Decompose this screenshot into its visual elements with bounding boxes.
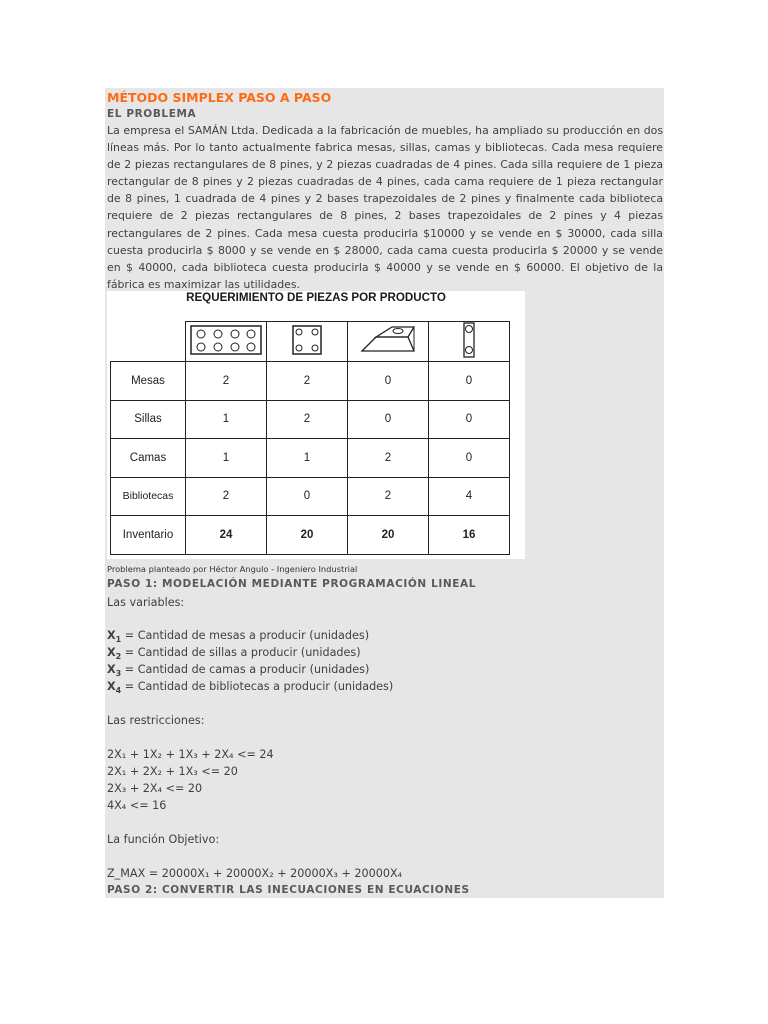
variable-x1: $X_1$ = Cantidad de mesas a producir (unidades) bbox=[107, 629, 370, 645]
restriction-3: 2X₃ + 2X₄ <= 20 bbox=[107, 782, 203, 795]
step2-heading: PASO 2: CONVERTIR LAS INECUACIONES EN ECUACIONES bbox=[107, 884, 470, 896]
variables-label: Las variables: bbox=[107, 596, 185, 609]
problem-paragraph: La empresa el SAMÁN Ltda. Dedicada a la fabricación de muebles, ha ampliado su producción en dos líneas más. Por lo tanto actualmente fabrica mesas, sillas, camas y bibliotecas. Cada mesa requiere de 2 piezas rectangulares de 8 pines, y 2 piezas cuadradas de 4 pines. Cada silla requiere de 1 pieza rectangular de 8 pines y 2 piezas cuadradas de 4 pines, cada cama requiere de 1 pieza rectangular de 8 pines, 1 cuadrada de 4 pines y 2 bases trapezoidales de 2 pines y finalmente cada biblioteca requiere de 2 piezas rectangulares de 8 pines, 2 bases trapezoidales de 2 pines y 4 piezas rectangulares de 2 pines. Cada mesa cuesta producirla $10000 y se vende en $ 30000, cada silla cuesta producirla $ 8000 y se vende en $ 28000, cada cama cuesta producirla $ 20000 y se vende en $ 40000, cada biblioteca cuesta producirla $ 40000 y se vende en $ 60000. El objetivo de la fábrica es maximizar las utilidades. bbox=[107, 124, 663, 291]
restrictions-label: Las restricciones: bbox=[107, 714, 205, 727]
objective-function: Z_MAX = 20000X₁ + 20000X₂ + 20000X₃ + 20000X₄ bbox=[107, 867, 403, 880]
restriction-2: 2X₁ + 2X₂ + 1X₃ <= 20 bbox=[107, 765, 238, 778]
page-title: MÉTODO SIMPLEX PASO A PASO bbox=[107, 90, 332, 105]
variable-x3: $X_3$ = Cantidad de camas a producir (unidades) bbox=[107, 663, 370, 679]
step1-heading: PASO 1: MODELACIÓN MEDIANTE PROGRAMACIÓN LINEAL bbox=[107, 578, 477, 590]
objective-label: La función Objetivo: bbox=[107, 833, 220, 846]
variable-x4: $X_4$ = Cantidad de bibliotecas a producir (unidades) bbox=[107, 680, 394, 696]
rectangular-8-pin-piece-icon bbox=[186, 322, 267, 362]
figure-credit: Problema planteado por Héctor Angulo - Ingeniero Industrial bbox=[107, 564, 358, 574]
table-row: Camas 1 1 2 0 bbox=[111, 439, 510, 478]
requirements-figure bbox=[107, 291, 525, 559]
trapezoidal-2-pin-base-icon bbox=[348, 322, 429, 362]
section-heading-problem: EL PROBLEMA bbox=[107, 108, 197, 120]
figure-title: REQUERIMIENTO DE PIEZAS POR PRODUCTO bbox=[186, 291, 446, 304]
table-row: Mesas 2 2 0 0 bbox=[111, 362, 510, 401]
variable-x2: $X_2$ = Cantidad de sillas a producir (unidades) bbox=[107, 646, 361, 662]
table-row: Sillas 1 2 0 0 bbox=[111, 400, 510, 439]
square-4-pin-piece-icon bbox=[267, 322, 348, 362]
rectangular-2-pin-piece-icon bbox=[429, 322, 510, 362]
restriction-1: 2X₁ + 1X₂ + 1X₃ + 2X₄ <= 24 bbox=[107, 748, 274, 761]
restriction-4: 4X₄ <= 16 bbox=[107, 799, 167, 812]
document-page bbox=[105, 88, 664, 898]
table-row-inventory: Inventario 24 20 20 16 bbox=[111, 516, 510, 555]
requirements-table bbox=[110, 321, 510, 555]
table-row: Bibliotecas 2 0 2 4 bbox=[111, 477, 510, 516]
